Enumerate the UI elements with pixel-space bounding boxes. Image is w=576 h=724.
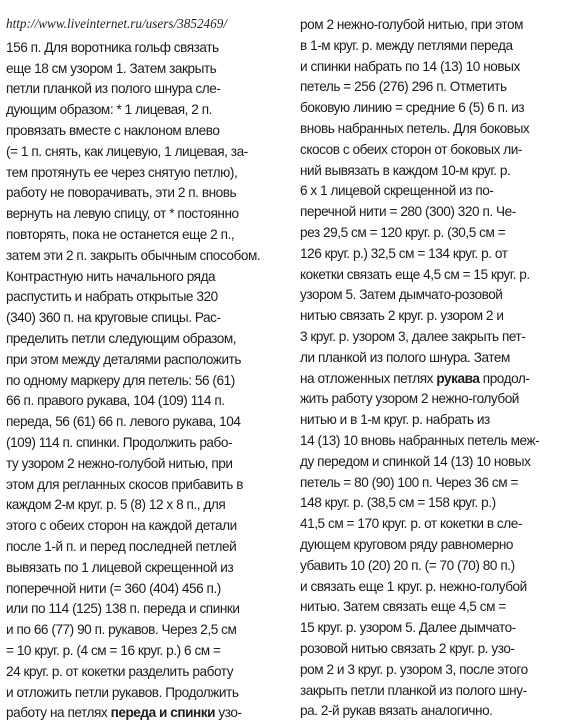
text-line: и отложить петли рукавов. Продолжить xyxy=(6,684,239,700)
text-line: (= 1 п. снять, как лицевую, 1 лицевая, за- xyxy=(6,143,248,159)
text-line: этом для регланных скосов прибавить в xyxy=(6,476,244,492)
bold-keyword: переда и спинки xyxy=(110,705,216,721)
text-line: 66 п. правого рукава, 104 (109) 114 п. xyxy=(6,393,225,409)
text-line: по одному маркеру для петель: 56 (61) xyxy=(6,372,235,388)
text-line: 6 х 1 лицевой скрещенной из по- xyxy=(300,183,494,199)
text-line: еще 18 см узором 1. Затем закрыть xyxy=(6,60,217,76)
text-fragment: на отложенных петлях xyxy=(300,370,437,386)
text-line xyxy=(6,703,288,724)
text-line: нитью и в 1-м круг. р. набрать из xyxy=(300,412,490,428)
text-line: ний вывязать в каждом 10-м круг. р. xyxy=(300,162,511,178)
left-text-column xyxy=(6,17,288,724)
text-line: нитью связать 2 круг. р. узором 2 и xyxy=(300,308,504,324)
text-line: (109) 114 п. спинки. Продолжить рабо- xyxy=(6,434,233,450)
text-fragment: работу на петлях xyxy=(6,705,111,721)
text-line: при этом между деталями расположить xyxy=(6,351,241,367)
text-line: провязать вместе с наклоном влево xyxy=(6,122,220,138)
text-line: петли планкой из полого шнура сле- xyxy=(6,81,221,97)
text-line: нитью. Затем связать еще 4,5 см = xyxy=(300,599,506,615)
text-line: (340) 360 п. на круговые спицы. Рас- xyxy=(6,310,221,326)
text-line: после 1-й п. и перед последней петлей xyxy=(6,538,237,554)
text-line: ра. 2-й рукав вязать аналогично. xyxy=(300,703,493,719)
text-line: 3 круг. р. узором 3, далее закрыть пет- xyxy=(300,328,526,344)
text-line: тем протянуть ее через снятую петлю), xyxy=(6,164,238,180)
text-line: убавить 10 (20) 20 п. (= 70 (70) 80 п.) xyxy=(300,557,515,573)
text-fragment: узо- xyxy=(215,705,242,721)
text-line: петель = 80 (90) 100 п. Через 36 см = xyxy=(300,474,518,490)
text-line: 148 круг. р. (38,5 см = 158 круг. р.) xyxy=(300,495,496,511)
text-line: Контрастную нить начального ряда xyxy=(6,268,216,284)
text-line: = 10 круг. р. (4 см = 16 круг. р.) 6 см = xyxy=(6,642,221,658)
text-line: затем эти 2 п. закрыть обычным способом. xyxy=(6,247,261,263)
text-line: повторять, пока не останется еще 2 п., xyxy=(6,226,235,242)
text-line: этого с обеих сторон на каждой детали xyxy=(6,518,237,534)
text-line: и по 66 (77) 90 п. рукавов. Через 2,5 см xyxy=(6,622,237,638)
text-line: вывязать по 1 лицевой скрещенной из xyxy=(6,559,234,575)
right-text-column xyxy=(300,15,570,722)
text-line: вновь набранных петель. Для боковых xyxy=(300,120,530,136)
text-line: поперечной нити (= 360 (404) 456 п.) xyxy=(6,580,221,596)
text-line: 24 круг. р. от кокетки разделить работу xyxy=(6,663,234,679)
text-line: в 1-м круг. р. между петлями переда xyxy=(300,37,513,53)
text-line: розовой нитью связать 2 круг. р. узо- xyxy=(300,640,515,656)
text-line: 126 круг. р.) 32,5 см = 134 круг. р. от xyxy=(300,245,508,261)
text-line: скосов с обеих сторон от боковых ли- xyxy=(300,141,522,157)
text-line xyxy=(300,369,570,390)
text-line: ту узором 2 нежно-голубой нитью, при xyxy=(6,455,233,471)
text-line: и спинки набрать по 14 (13) 10 новых xyxy=(300,58,520,74)
text-line: ром 2 и 3 круг. р. узором 3, после этого xyxy=(300,661,528,677)
text-line: ду передом и спинкой 14 (13) 10 новых xyxy=(300,453,531,469)
text-line: 14 (13) 10 вновь набранных петель меж- xyxy=(300,432,540,448)
text-line: боковую линию = средние 6 (5) 6 п. из xyxy=(300,100,525,116)
text-line: рез 29,5 см = 120 круг. р. (30,5 см = xyxy=(300,224,506,240)
text-line: закрыть петли планкой из полого шну- xyxy=(300,682,527,698)
text-line: кокетки связать еще 4,5 см = 15 круг. р. xyxy=(300,266,530,282)
text-line: жить работу узором 2 нежно-голубой xyxy=(300,391,519,407)
text-line: ли планкой из полого шнура. Затем xyxy=(300,349,510,365)
text-line: работу не поворачивать, эти 2 п. вновь xyxy=(6,185,237,201)
text-line: перечной нити = 280 (300) 320 п. Че- xyxy=(300,204,516,220)
text-line: или по 114 (125) 138 п. переда и спинки xyxy=(6,601,240,617)
text-line: узором 5. Затем дымчато-розовой xyxy=(300,287,503,303)
text-line: вернуть на левую спицу, от * постоянно xyxy=(6,206,239,222)
text-line: 156 п. Для воротника гольф связать xyxy=(6,39,219,55)
text-line: дующим образом: * 1 лицевая, 2 п. xyxy=(6,102,212,118)
text-line: переда, 56 (61) 66 п. левого рукава, 104 xyxy=(6,414,241,430)
watermark-url: http://www.liveinternet.ru/users/3852469/ xyxy=(6,16,228,31)
text-line: 15 круг. р. узором 5. Далее дымчато- xyxy=(300,620,516,636)
text-line: каждом 2-м круг. р. 5 (8) 12 х 8 п., для xyxy=(6,497,226,513)
text-line: распустить и набрать открытые 320 xyxy=(6,289,218,305)
text-fragment: продол- xyxy=(479,370,530,386)
text-line: и связать еще 1 круг. р. нежно-голубой xyxy=(300,578,527,594)
text-line: петель = 256 (276) 296 п. Отметить xyxy=(300,79,507,95)
text-line: пределить петли следующим образом, xyxy=(6,330,237,346)
text-line: 41,5 см = 170 круг. р. от кокетки в сле- xyxy=(300,516,522,532)
bold-keyword: рукава xyxy=(436,370,480,386)
text-line: дующем круговом ряду равномерно xyxy=(300,536,514,552)
text-line: ром 2 нежно-голубой нитью, при этом xyxy=(300,17,524,32)
